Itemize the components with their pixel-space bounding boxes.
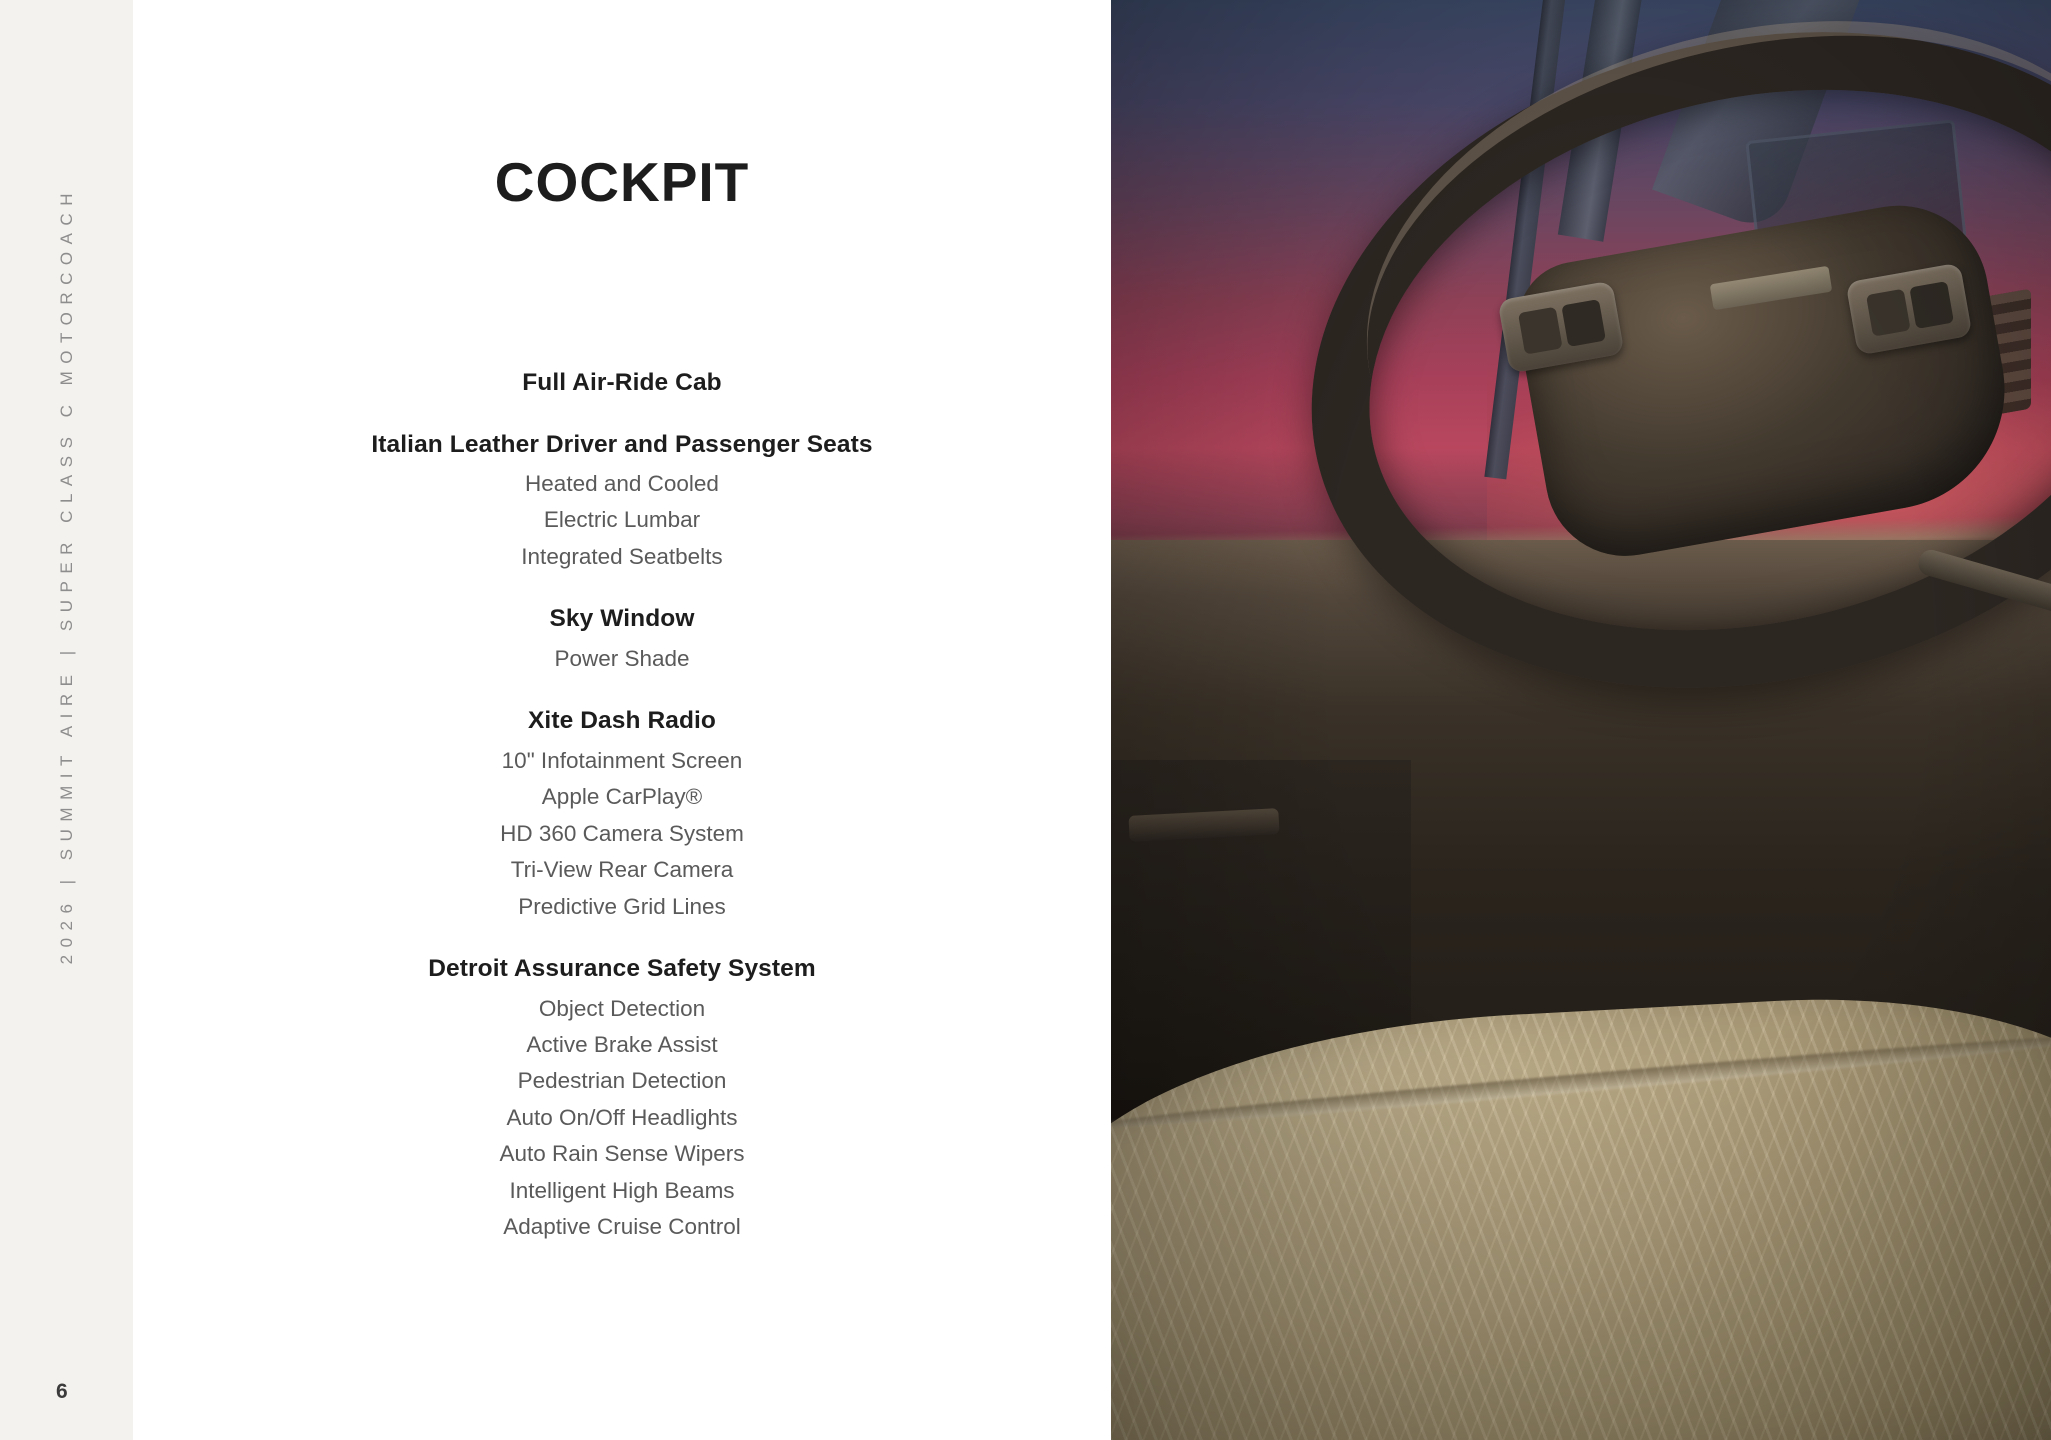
spec-item: 10" Infotainment Screen: [501, 747, 743, 773]
left-margin-strip: [0, 0, 133, 1440]
spec-item: Auto On/Off Headlights: [506, 1104, 738, 1130]
spec-item: Integrated Seatbelts: [521, 543, 723, 569]
spec-item: Object Detection: [538, 995, 706, 1021]
spec-item: Tri-View Rear Camera: [510, 857, 734, 883]
spec-item: Adaptive Cruise Control: [503, 1214, 741, 1240]
switch-key: [1518, 307, 1563, 355]
switch-key: [1866, 289, 1911, 337]
spec-group-heading: Detroit Assurance Safety System: [428, 955, 816, 982]
cockpit-photo: [1111, 0, 2051, 1440]
spec-list: [133, 365, 1111, 1272]
switch-key: [1909, 281, 1954, 329]
page-title: COCKPIT: [494, 151, 750, 213]
vertical-rail: [0, 0, 133, 1150]
spec-group: [133, 951, 1111, 1246]
spec-item: Active Brake Assist: [526, 1031, 718, 1057]
publication-rail-text: 2026 | SUMMIT AIRE | SUPER CLASS C MOTORCOACH: [56, 185, 76, 965]
spec-item: Electric Lumbar: [543, 507, 701, 533]
spec-item: Intelligent High Beams: [509, 1177, 735, 1203]
spec-group-heading: Italian Leather Driver and Passenger Seats: [371, 430, 873, 458]
spec-group-heading: Sky Window: [549, 605, 695, 633]
spec-group: [133, 601, 1111, 677]
switch-key: [1561, 299, 1606, 347]
spec-group: [133, 365, 1111, 401]
spec-item: Predictive Grid Lines: [518, 893, 726, 919]
spec-item: Auto Rain Sense Wipers: [499, 1141, 745, 1167]
spec-item: Pedestrian Detection: [517, 1068, 727, 1094]
spec-item: HD 360 Camera System: [500, 820, 744, 846]
spec-group: [133, 703, 1111, 925]
spec-item: Power Shade: [554, 645, 690, 671]
spec-item: Heated and Cooled: [525, 471, 719, 497]
page-number: 6: [56, 1380, 68, 1403]
spec-group-heading: Xite Dash Radio: [527, 707, 716, 735]
content-column: [133, 0, 1111, 1440]
spec-group-heading: Full Air-Ride Cab: [522, 369, 722, 396]
spec-item: Apple CarPlay®: [541, 784, 703, 810]
spec-group: [133, 427, 1111, 576]
